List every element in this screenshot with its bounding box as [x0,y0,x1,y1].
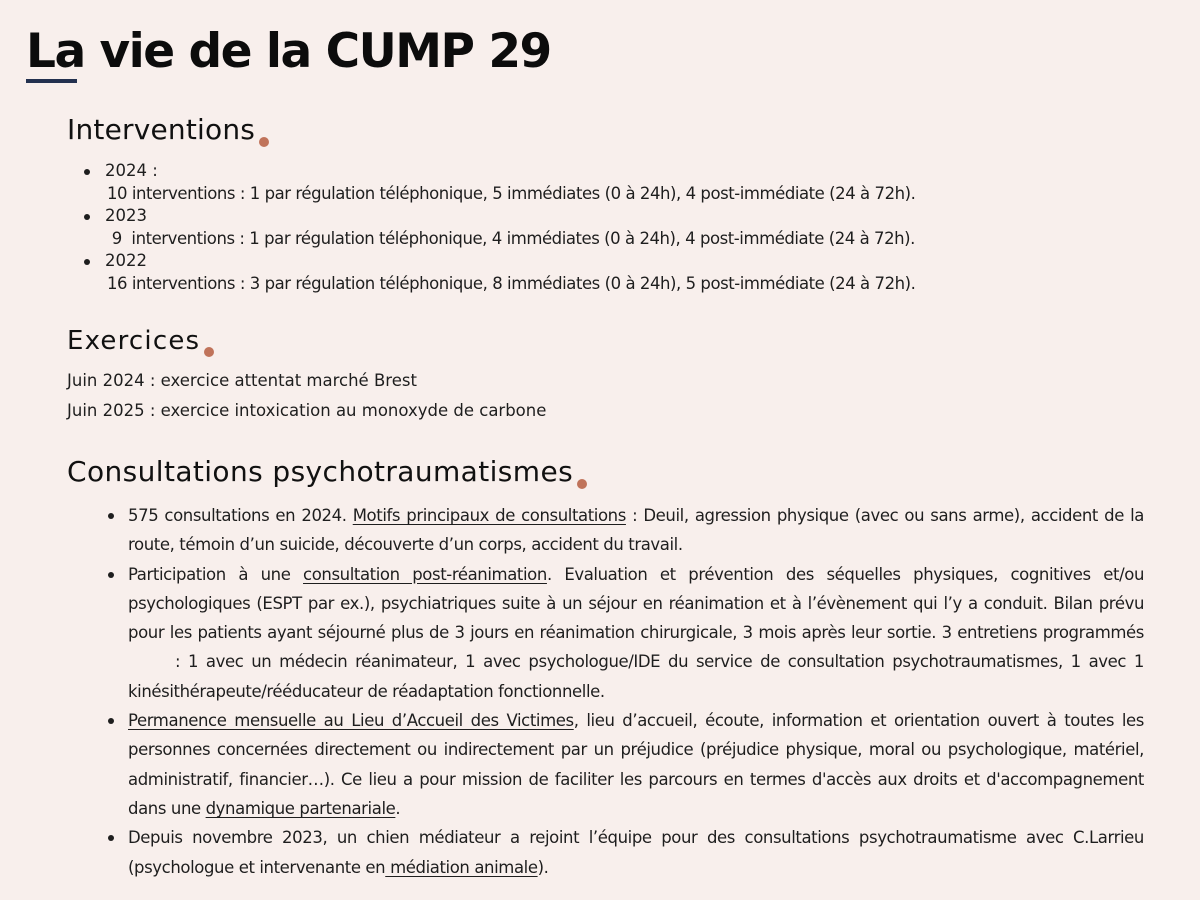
item-text: , lieu d’accueil, écoute, information et orientation ouvert à toutes les personnes concernées directement ou indirectement par un préjudice (préjudice physique, moral ou psychologique, matériel, administratif, financier…). Ce lieu a pour mission de faciliter les parcours en termes d'accès aux droits et d'accompagnement dans une [128,711,1144,818]
exercice-item: Juin 2024 : exercice attentat marché Brest [67,371,417,390]
list-item [105,250,1105,295]
dynamique-partenariale-link[interactable]: dynamique partenariale [205,798,396,818]
item-text: . [395,798,401,818]
item-text: : 1 avec un médecin réanimateur, 1 avec psychologue/IDE du service de consultation psychotraumatismes, 1 avec 1 kinésithérapeute/rééducateur de réadaptation fonctionnelle. [128,652,1144,701]
consultations-heading-text: Consultations psychotraumatismes [67,455,574,488]
list-item [128,706,1144,823]
motifs-link[interactable]: Motifs principaux de consultations [352,506,626,525]
mediation-animale-link[interactable]: médiation animale [385,857,538,877]
heading-dot-icon [204,347,214,357]
item-text: ). [537,857,549,877]
item-text: Depuis novembre 2023, un chien médiateur a rejoint l’équipe pour des consultations psychotraumatisme avec C.Larrieu (psychologue et intervenante en [128,828,1144,877]
intervention-detail: 16 interventions : 3 par régulation téléphonique, 8 immédiates (0 à 24h), 5 post-immédiate (24 à 72h). [107,273,916,293]
list-item [128,501,1144,560]
list-item [128,823,1144,882]
item-text: : Deuil, agression physique (avec ou sans arme), accident de la route, témoin d’un suicide, découverte d’un corps, accident du travail. [128,506,1144,555]
intervention-detail: 9 interventions : 1 par régulation téléphonique, 4 immédiates (0 à 24h), 4 post-immédiate (24 à 72h). [107,228,915,248]
page-title: La vie de la CUMP 29 [26,24,551,79]
interventions-heading-text: Interventions [67,113,256,146]
permanence-link[interactable]: Permanence mensuelle au Lieu d’Accueil des Victimes [128,711,574,731]
heading-dot-icon [577,479,587,489]
exercices-heading-text: Exercices [67,326,201,356]
intervention-year: 2024 : [105,161,158,180]
intervention-year: 2023 [105,206,147,225]
heading-dot-icon [259,137,269,147]
title-underline [26,79,77,83]
exercice-item: Juin 2025 : exercice intoxication au monoxyde de carbone [67,400,547,420]
intervention-year: 2022 [105,251,147,270]
consultations-heading [67,451,587,493]
list-item [128,560,1144,706]
list-item [105,205,1105,250]
exercices-heading [67,321,214,361]
interventions-heading [67,110,269,150]
item-text: . Evaluation et prévention des séquelles physiques, cognitives et/ou psychologiques (ESPT par ex.), psychiatriques suite à un séjour en réanimation et à l’évènement qui l’y a conduit. Bilan prévu pour les patients ayant séjourné plus de 3 jours en réanimation chirurgicale, 3 mois après leur sortie. 3 entretiens programmés [128,564,1145,643]
consultations-list [128,501,1144,882]
exercices-list [67,366,546,425]
interventions-list [105,160,1105,295]
text-gap [128,652,175,671]
item-text: 575 consultations en 2024. [128,506,353,525]
intervention-detail: 10 interventions : 1 par régulation téléphonique, 5 immédiates (0 à 24h), 4 post-immédiate (24 à 72h). [107,183,916,203]
list-item [105,160,1105,205]
item-text: Participation à une [128,564,304,584]
consultation-post-reanimation-link[interactable]: consultation post-réanimation [303,564,547,584]
